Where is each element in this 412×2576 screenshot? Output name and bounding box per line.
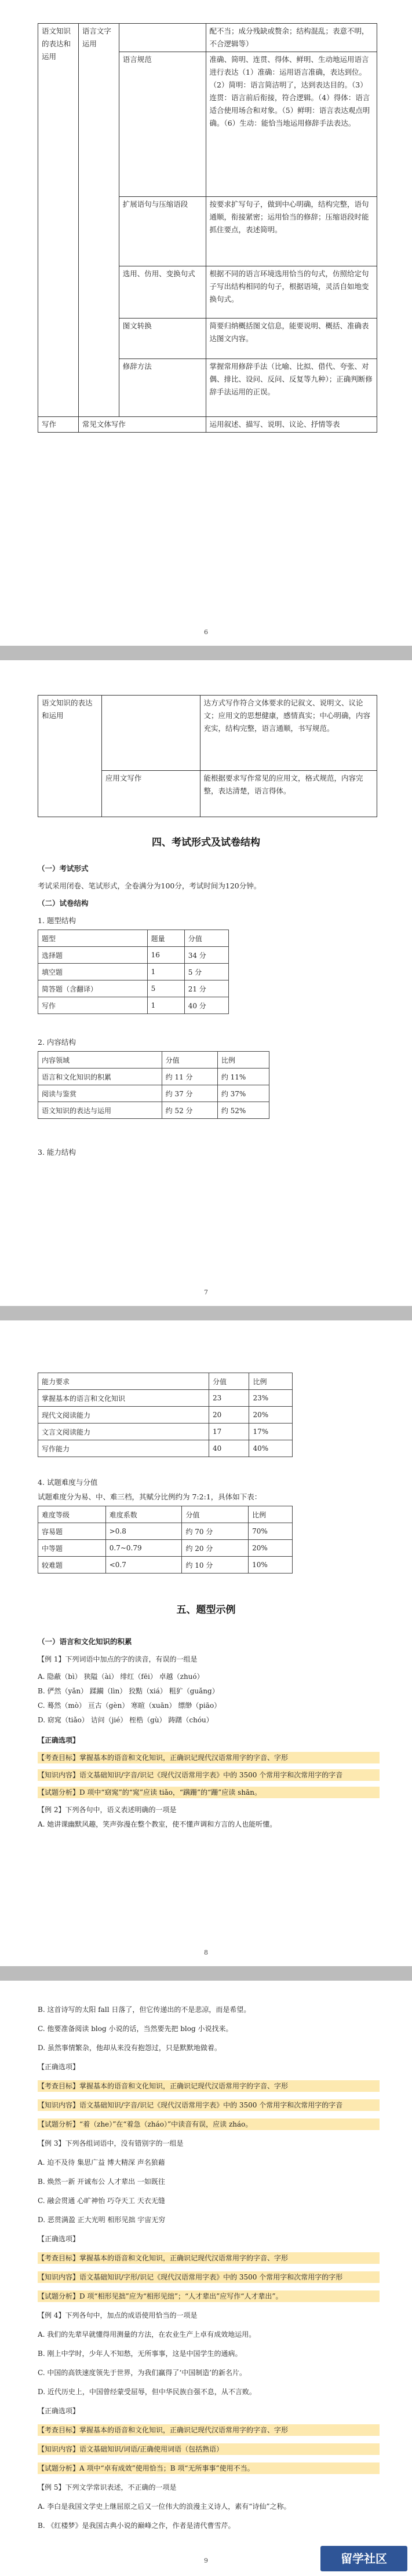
example-label-line: 【考查目标】掌握基本的语音和文化知识，正确识记现代汉语常用字的字音、字形 — [38, 2252, 380, 2264]
option-line: B. 焕然一新 开诚布公 人才辈出 一如既往 — [38, 2178, 165, 2186]
option-line: C. 蓦然（mò） 亘古（gèn） 寒暄（xuān） 缥缈（piāo） — [38, 1702, 221, 1710]
subcategory-cell: 语言文字运用 — [78, 24, 119, 417]
example-label-line: 【例 3】下列各组词语中，没有错别字的一组是 — [38, 2139, 184, 2147]
item-desc: 能根据要求写作常见的应用文，格式规范，内容完整，表达清楚，语言得体。 — [200, 771, 377, 817]
example-label-line: 【试题分析】“着（zhe）”在“着急（zháo）”中读音有误，应读 zháo。 — [38, 2118, 380, 2130]
table-header: 分值 — [182, 1506, 249, 1523]
example-label-line: 【知识内容】语文基础知识/字形/识记《现代汉语常用字表》中的 3500 个常用字和次常用字的字形 — [38, 2271, 380, 2283]
table-row: 较难题 <0.7 约 10 分 10% — [38, 1557, 293, 1574]
table-header: 能力要求 — [38, 1373, 209, 1390]
table-row: 写作能力 40 40% — [38, 1440, 293, 1457]
section-title: 四、考试形式及试卷结构 — [152, 837, 260, 848]
answer-label: 【正确选项】 — [38, 1736, 80, 1744]
option-line: A. 我们的先辈早就懂得用测量的方法，在农业生产上卓有成效地运用。 — [38, 2330, 256, 2339]
site-watermark-logo: 留学社区 — [320, 2546, 407, 2571]
exam-point: 【试题分析】D 项中“窈窕”的“窕”应读 tiǎo，“蹒跚”的“跚”应读 shān。 — [38, 1787, 380, 1798]
example-label-line: 【考查目标】掌握基本的语音和文化知识，正确识记现代汉语常用字的字音、字形 — [38, 2424, 380, 2436]
table-row: 写作 1 40 分 — [38, 997, 229, 1014]
table-header: 难度系数 — [105, 1506, 182, 1523]
exam-point: 【考查目标】掌握基本的语音和文化知识，正确识记现代汉语常用字的字音、字形 — [38, 1752, 380, 1763]
page-number: 6 — [204, 628, 208, 636]
table-row: 现代文阅读能力 20 20% — [38, 1407, 293, 1424]
table-row: 语文知识的表达与运用 约 52 分 约 52% — [38, 1102, 269, 1119]
page-gap — [0, 1306, 412, 1320]
table-row: 中等题 0.7~0.79 约 20 分 20% — [38, 1540, 293, 1557]
table-header: 分值 — [162, 1052, 217, 1069]
exam-point: 【知识内容】语文基础知识/字音/识记《现代汉语常用字表》中的 3500 个常用字和次常用字的字音 — [38, 1769, 380, 1781]
document-page-3 — [0, 1320, 412, 1966]
table-header: 比例 — [249, 1506, 293, 1523]
table-header: 比例 — [217, 1052, 269, 1069]
table-header: 内容领域 — [38, 1052, 162, 1069]
document-page-4 — [0, 1981, 412, 2576]
table-row: 语言和文化知识的积累 约 11 分 约 11% — [38, 1069, 269, 1085]
table-row: 填空题 1 5 分 — [38, 964, 229, 980]
example-label-line: 【试题分析】A 项中“卓有成效”使用恰当；B 项“无所事事”使用不当。 — [38, 2462, 380, 2474]
table-label: 2. 内容结构 — [38, 1038, 76, 1046]
page-number: 8 — [204, 1949, 208, 1956]
item-desc: 掌握常用修辞手法（比喻、比拟、借代、夸张、对偶、排比、设问、反问、反复等九种）；正确判断修辞手法运用的正误。 — [206, 359, 377, 417]
option-line: D. 窈窕（tiǎo） 诘问（jié） 桎梏（gù） 踌躇（chóu） — [38, 1716, 213, 1724]
item-name: 语言规范 — [119, 52, 206, 197]
page-number: 9 — [204, 2557, 208, 2564]
question-stem: 【例 2】下列各句中，语义表述明确的一项是 — [38, 1806, 177, 1814]
example-label-line: 【例 5】下列文学常识表述，不正确的一项是 — [38, 2483, 177, 2491]
exam-form-text: 考试采用闭卷、笔试形式，全卷满分为100分，考试时间为120分钟。 — [38, 881, 261, 890]
table-header: 分值 — [184, 930, 228, 947]
table-row: 容易题 >0.8 约 70 分 70% — [38, 1523, 293, 1540]
option-line: A. 她讲课幽默风趣，笑声弥漫在整个教室，使不懂声调和方言的人也能听懂。 — [38, 1820, 277, 1828]
table-header: 题型 — [38, 930, 148, 947]
option-line: C. 中国的高铁速度领先于世界，为我们赢得了‘中国制造’的新名片。 — [38, 2369, 247, 2377]
table-label: 3. 能力结构 — [38, 1148, 76, 1157]
category-cell: 语文知识的表达和运用 — [38, 24, 79, 417]
example-label-line: 【正确选项】 — [38, 2407, 80, 2415]
example-label-line: 【考查目标】掌握基本的语音和文化知识，正确识记现代汉语常用字的字音、字形 — [38, 2080, 380, 2092]
item-desc: 准确、简明、连贯、得体、鲜明、生动地运用语言进行表达（1）准确：运用语言准确，表达到位。（2）简明：语言简洁明了，达到表达目的。（3）连贯：语言前后衔接，符合逻辑。（4）得体：语言适合使用场合和对象。（5）鲜明：语言表达观点明确。（6）生动：能恰当地运用修辞手法表达。 — [206, 52, 377, 197]
option-line: C. 他要准备阅读 blog 小说的话，当然要先把 blog 小说找来。 — [38, 2025, 233, 2033]
option-line: B. 《红楼梦》是我国古典小说的巅峰之作，作者是清代曹雪芹。 — [38, 2522, 235, 2530]
example-label-line: 【知识内容】语文基础知识/词语/正确使用词语（包括熟语） — [38, 2443, 380, 2455]
item-name: 选用、仿用、变换句式 — [119, 266, 206, 319]
option-line: A. 隐蔽（bì） 狭隘（ài） 绯红（fēi） 卓越（zhuó） — [38, 1673, 204, 1681]
subsection-heading: （一）语言和文化知识的积累 — [38, 1637, 132, 1646]
item-desc: 配不当；成分残缺或赘余；结构混乱；表意不明，不合逻辑等） — [206, 24, 377, 52]
item-desc: 简要归纳概括图文信息，能要说明、概括、准确表达图文内容。 — [206, 319, 377, 359]
option-line: D. 恶贯满盈 正大光明 相形见拙 宇宙无穷 — [38, 2216, 166, 2224]
option-line: B. 俨然（yǎn） 蹂躏（lìn） 狡黠（xiá） 粗犷（guǎng） — [38, 1687, 219, 1695]
example-label-line: 【知识内容】语文基础知识/字音/识记《现代汉语常用字表》中的 3500 个常用字和次常用字的字音 — [38, 2099, 380, 2111]
question-type-table — [38, 930, 229, 1014]
option-line: B. 刚上中学时，少年人不知愁，无所事事，这是中国学生的通病。 — [38, 2350, 242, 2358]
page-gap — [0, 1966, 412, 1981]
option-line: B. 这首诗写的太阳 fall 日落了，但它传递出的不是悲凉，而是希望。 — [38, 2006, 251, 2014]
option-line: D. 近代历史上，中国曾经蒙受屈辱，但中华民族自强不息，从不言败。 — [38, 2388, 256, 2396]
difficulty-note: 试题难度分为易、中、难三档，其赋分比例约为 7:2:1，具体如下表： — [38, 1492, 262, 1501]
difficulty-table — [38, 1506, 293, 1574]
item-desc: 根据不同的语言环境选用恰当的句式，仿照给定句子写出结构相同的句子，根据语境，灵活自如地变换句式。 — [206, 266, 377, 319]
table-header: 难度等级 — [38, 1506, 106, 1523]
item-name: 扩展语句与压缩语段 — [119, 197, 206, 266]
table-row: 文言文阅读能力 17 17% — [38, 1424, 293, 1440]
subsection-heading: （二）试卷结构 — [38, 899, 89, 908]
item-name: 修辞方法 — [119, 359, 206, 417]
table-header: 分值 — [209, 1373, 249, 1390]
document-page-2 — [0, 660, 412, 1306]
item-name: 图文转换 — [119, 319, 206, 359]
table-row: 简答题（含翻译） 5 21 分 — [38, 980, 229, 997]
option-line: A. 李白是我国文学史上继屈原之后又一位伟大的浪漫主义诗人，素有“诗仙”之称。 — [38, 2502, 291, 2511]
writing-subcategory: 常见文体写作 — [78, 417, 206, 433]
example-label-line: 【正确选项】 — [38, 2063, 80, 2071]
option-line: D. 虽然事情繁杂，他却从来没有抱怨过，只是默默地做着。 — [38, 2044, 221, 2052]
example-label-line: 【试题分析】D 项“相形见拙”应为“相形见绌”；“人才辈出”应写作“人才辈出”。 — [38, 2290, 380, 2302]
option-line: A. 迫不及待 集思广益 博大精深 声名狼藉 — [38, 2158, 165, 2167]
writing-desc: 运用叙述、描写、说明、议论、抒情等表 — [206, 417, 377, 433]
page-gap — [0, 646, 412, 660]
item-name — [119, 24, 206, 52]
table-label: 4. 试题难度与分值 — [38, 1478, 98, 1487]
section-title: 五、题型示例 — [176, 1604, 236, 1616]
item-desc: 按要求扩写句子，做到中心明确，结构完整，语句通顺，衔接紧密；运用恰当的修辞；压缩语段时能抓住要点，表述简明。 — [206, 197, 377, 266]
question-stem: 【例 1】下列词语中加点的字的读音，有误的一组是 — [38, 1655, 198, 1663]
table-row: 掌握基本的语言和文化知识 23 23% — [38, 1390, 293, 1407]
option-line: C. 融会贯通 心旷神怡 巧夺天工 天衣无缝 — [38, 2197, 165, 2205]
syllabus-table-p1 — [38, 23, 377, 433]
item-name: 应用文写作 — [101, 771, 200, 817]
table-header: 比例 — [249, 1373, 293, 1390]
table-header: 题量 — [147, 930, 184, 947]
writing-category: 写作 — [38, 417, 79, 433]
example-label-line: 【例 4】下列各句中，加点的成语使用恰当的一项是 — [38, 2311, 198, 2319]
category-cell: 语文知识的表达和运用 — [38, 696, 102, 817]
subsection-heading: （一）考试形式 — [38, 864, 89, 873]
example-label-line: 【正确选项】 — [38, 2235, 80, 2243]
item-desc: 达方式写作符合文体要求的记叙文、说明文、议论文；应用文的思想健康，感情真实；中心明确，内容充实，结构完整，语言通顺，书写规范。 — [200, 696, 377, 771]
syllabus-table-p2 — [38, 695, 377, 817]
ability-table — [38, 1373, 293, 1457]
document-page-1 — [0, 0, 412, 646]
page-number: 7 — [204, 1289, 208, 1296]
content-structure-table — [38, 1051, 269, 1119]
table-label: 1. 题型结构 — [38, 916, 76, 925]
table-row: 阅读与鉴赏 约 37 分 约 37% — [38, 1085, 269, 1102]
table-row: 选择题 16 34 分 — [38, 947, 229, 964]
